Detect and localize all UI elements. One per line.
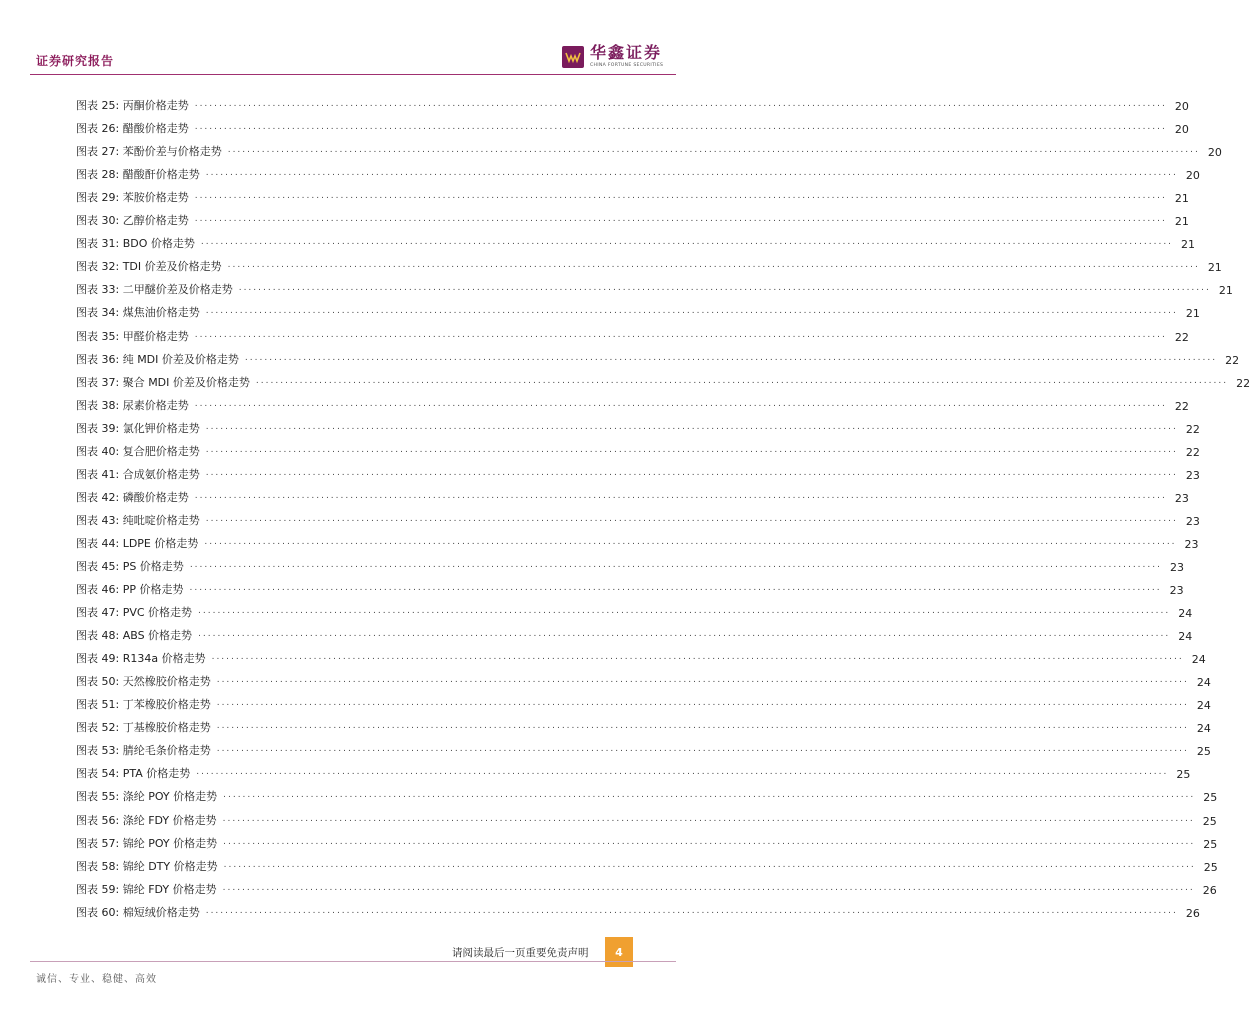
toc-dot-leader: ........................................................................................................................................................................................................ xyxy=(205,421,1178,432)
toc-entry[interactable] xyxy=(76,804,1217,828)
toc-entry[interactable] xyxy=(76,666,1211,690)
toc-entry-label: 图表 46: PP 价格走势 xyxy=(76,583,184,597)
toc-entry-page: 21 xyxy=(1174,192,1189,206)
toc-entry-label: 图表 48: ABS 价格走势 xyxy=(76,629,193,643)
toc-entry-page: 22 xyxy=(1185,445,1200,459)
toc-dot-leader: ........................................................................................................................................................................................................ xyxy=(238,283,1211,294)
logo-name-en: CHINA FORTUNE SECURITIES xyxy=(590,63,664,68)
toc-dot-leader: ........................................................................................................................................................................................................ xyxy=(211,652,1184,663)
toc-entry-label: 图表 37: 聚合 MDI 价差及价格走势 xyxy=(76,375,250,389)
toc-entry[interactable] xyxy=(76,758,1191,782)
toc-entry-label: 图表 28: 醋酸酐价格走势 xyxy=(76,168,200,182)
toc-entry[interactable] xyxy=(76,344,1240,367)
toc-entry-label: 图表 40: 复合肥价格走势 xyxy=(76,444,200,458)
toc-dot-leader: ........................................................................................................................................................................................................ xyxy=(255,375,1229,386)
toc-entry[interactable] xyxy=(76,297,1200,321)
toc-entry[interactable] xyxy=(76,597,1193,621)
toc-entry-label: 图表 39: 氯化钾价格走势 xyxy=(76,421,200,435)
toc-entry[interactable] xyxy=(76,459,1200,482)
toc-dot-leader: ........................................................................................................................................................................................................ xyxy=(198,629,1171,640)
toc-entry-label: 图表 25: 丙酮价格走势 xyxy=(76,99,189,113)
toc-entry-label: 图表 29: 苯胺价格走势 xyxy=(76,191,189,205)
toc-entry-page: 20 xyxy=(1185,169,1200,183)
toc-entry-page: 21 xyxy=(1185,307,1200,321)
toc-entry[interactable] xyxy=(76,205,1189,229)
toc-entry[interactable] xyxy=(76,897,1200,920)
toc-dot-leader: ........................................................................................................................................................................................................ xyxy=(205,905,1178,916)
toc-dot-leader: ........................................................................................................................................................................................................ xyxy=(194,490,1167,501)
toc-dot-leader: ........................................................................................................................................................................................................ xyxy=(194,398,1167,409)
toc-entry[interactable] xyxy=(76,828,1218,851)
toc-entry-page: 24 xyxy=(1178,607,1193,621)
toc-entry-page: 24 xyxy=(1196,676,1211,690)
toc-entry-label: 图表 33: 二甲醚价差及价格走势 xyxy=(76,283,233,297)
toc-entry-label: 图表 49: R134a 价格走势 xyxy=(76,652,206,666)
toc-entry[interactable] xyxy=(76,436,1200,459)
toc-entry-page: 21 xyxy=(1207,261,1222,275)
toc-dot-leader: ........................................................................................................................................................................................................ xyxy=(189,559,1162,570)
toc-entry[interactable] xyxy=(76,251,1222,275)
toc-entry-label: 图表 42: 磷酸价格走势 xyxy=(76,490,189,504)
toc-dot-leader: ........................................................................................................................................................................................................ xyxy=(227,145,1200,156)
toc-dot-leader: ........................................................................................................................................................................................................ xyxy=(194,99,1167,110)
toc-dot-leader: ........................................................................................................................................................................................................ xyxy=(194,214,1167,225)
toc-entry-page: 23 xyxy=(1169,560,1184,574)
toc-dot-leader: ........................................................................................................................................................................................................ xyxy=(222,882,1195,893)
toc-entry-label: 图表 45: PS 价格走势 xyxy=(76,559,184,573)
toc-entry[interactable] xyxy=(76,390,1189,413)
toc-dot-leader: ........................................................................................................................................................................................................ xyxy=(205,467,1178,478)
toc-entry-page: 20 xyxy=(1174,123,1189,137)
toc-dot-leader: ........................................................................................................................................................................................................ xyxy=(194,122,1167,133)
toc-entry-page: 21 xyxy=(1174,215,1189,229)
toc-dot-leader: ........................................................................................................................................................................................................ xyxy=(223,836,1196,847)
table-of-figures xyxy=(76,90,1250,920)
toc-entry[interactable] xyxy=(76,551,1184,574)
toc-entry-page: 21 xyxy=(1218,284,1233,298)
toc-dot-leader: ........................................................................................................................................................................................................ xyxy=(216,744,1189,755)
toc-entry-page: 21 xyxy=(1181,238,1196,252)
toc-entry[interactable] xyxy=(76,367,1250,390)
toc-dot-leader: ........................................................................................................................................................................................................ xyxy=(244,352,1218,363)
toc-entry-label: 图表 57: 锦纶 POY 价格走势 xyxy=(76,836,218,850)
toc-entry-page: 24 xyxy=(1191,653,1206,667)
logo-mark-icon xyxy=(562,46,584,68)
toc-entry[interactable] xyxy=(76,182,1189,206)
toc-entry-page: 22 xyxy=(1225,353,1240,367)
toc-entry-page: 26 xyxy=(1202,883,1217,897)
toc-entry-label: 图表 27: 苯酚价差与价格走势 xyxy=(76,145,222,159)
toc-entry-label: 图表 51: 丁苯橡胶价格走势 xyxy=(76,698,211,712)
toc-dot-leader: ........................................................................................................................................................................................................ xyxy=(194,329,1167,340)
toc-entry-page: 22 xyxy=(1185,422,1200,436)
toc-entry[interactable] xyxy=(76,320,1189,344)
toc-dot-leader: ........................................................................................................................................................................................................ xyxy=(194,191,1167,202)
toc-dot-leader: ........................................................................................................................................................................................................ xyxy=(205,168,1178,179)
toc-entry-page: 22 xyxy=(1236,376,1250,390)
toc-entry-label: 图表 47: PVC 价格走势 xyxy=(76,606,193,620)
toc-entry[interactable] xyxy=(76,159,1200,183)
toc-entry[interactable] xyxy=(76,620,1193,644)
toc-entry-label: 图表 26: 醋酸价格走势 xyxy=(76,122,189,136)
toc-entry-label: 图表 30: 乙醇价格走势 xyxy=(76,214,189,228)
toc-entry-page: 25 xyxy=(1202,814,1217,828)
toc-entry-page: 26 xyxy=(1185,906,1200,920)
company-slogan: 诚信、专业、稳健、高效 xyxy=(36,974,157,985)
toc-entry-label: 图表 56: 涤纶 FDY 价格走势 xyxy=(76,813,217,827)
toc-entry-label: 图表 53: 腈纶毛条价格走势 xyxy=(76,744,211,758)
toc-entry[interactable] xyxy=(76,482,1189,505)
toc-entry-label: 图表 32: TDI 价差及价格走势 xyxy=(76,260,222,274)
toc-entry-label: 图表 34: 煤焦油价格走势 xyxy=(76,306,200,320)
toc-entry[interactable] xyxy=(76,274,1233,298)
toc-entry-label: 图表 38: 尿素价格走势 xyxy=(76,398,189,412)
toc-entry[interactable] xyxy=(76,643,1206,667)
toc-entry-page: 20 xyxy=(1207,146,1222,160)
toc-entry-label: 图表 52: 丁基橡胶价格走势 xyxy=(76,721,211,735)
toc-entry-page: 25 xyxy=(1203,837,1218,851)
toc-dot-leader: ........................................................................................................................................................................................................ xyxy=(204,536,1177,547)
toc-dot-leader: ........................................................................................................................................................................................................ xyxy=(216,698,1189,709)
toc-entry-page: 23 xyxy=(1184,537,1199,551)
toc-entry-page: 24 xyxy=(1196,699,1211,713)
toc-entry-label: 图表 54: PTA 价格走势 xyxy=(76,767,191,781)
toc-entry-page: 23 xyxy=(1185,468,1200,482)
toc-entry[interactable] xyxy=(76,735,1211,759)
toc-entry-label: 图表 60: 棉短绒价格走势 xyxy=(76,905,200,919)
toc-dot-leader: ........................................................................................................................................................................................................ xyxy=(223,859,1196,870)
toc-entry[interactable] xyxy=(76,781,1218,805)
toc-entry-page: 25 xyxy=(1203,791,1218,805)
toc-entry[interactable] xyxy=(76,413,1200,436)
footer-divider xyxy=(30,961,676,962)
toc-dot-leader: ........................................................................................................................................................................................................ xyxy=(216,721,1189,732)
toc-entry-page: 22 xyxy=(1174,330,1189,344)
toc-entry[interactable] xyxy=(76,712,1211,736)
toc-entry[interactable] xyxy=(76,689,1211,713)
toc-entry-label: 图表 44: LDPE 价格走势 xyxy=(76,536,199,550)
header-title: 证券研究报告 xyxy=(36,54,115,68)
toc-dot-leader: ........................................................................................................................................................................................................ xyxy=(205,306,1178,317)
toc-entry-page: 24 xyxy=(1178,630,1193,644)
disclaimer-notice[interactable]: 请阅读最后一页重要免责声明 xyxy=(452,947,589,959)
toc-entry[interactable] xyxy=(76,90,1189,114)
toc-entry-label: 图表 55: 涤纶 POY 价格走势 xyxy=(76,790,218,804)
toc-dot-leader: ........................................................................................................................................................................................................ xyxy=(205,513,1178,524)
toc-entry-page: 23 xyxy=(1169,584,1184,598)
toc-entry-page: 20 xyxy=(1174,100,1189,114)
toc-entry[interactable] xyxy=(76,505,1200,528)
toc-dot-leader: ........................................................................................................................................................................................................ xyxy=(189,583,1162,594)
toc-entry-page: 25 xyxy=(1203,860,1218,874)
toc-dot-leader: ........................................................................................................................................................................................................ xyxy=(200,237,1174,248)
toc-entry-label: 图表 31: BDO 价格走势 xyxy=(76,237,195,251)
toc-dot-leader: ........................................................................................................................................................................................................ xyxy=(216,675,1189,686)
header-divider xyxy=(30,74,676,75)
toc-entry-label: 图表 43: 纯吡啶价格走势 xyxy=(76,513,200,527)
toc-entry[interactable] xyxy=(76,528,1199,551)
toc-entry-page: 23 xyxy=(1174,491,1189,505)
toc-entry[interactable] xyxy=(76,136,1222,160)
toc-entry[interactable] xyxy=(76,874,1217,897)
toc-dot-leader: ........................................................................................................................................................................................................ xyxy=(196,767,1169,778)
toc-dot-leader: ........................................................................................................................................................................................................ xyxy=(227,260,1200,271)
toc-entry[interactable] xyxy=(76,113,1189,137)
page-number-badge: 4 xyxy=(605,937,633,967)
toc-dot-leader: ........................................................................................................................................................................................................ xyxy=(223,790,1196,801)
toc-entry-label: 图表 58: 锦纶 DTY 价格走势 xyxy=(76,859,218,873)
toc-entry-label: 图表 50: 天然橡胶价格走势 xyxy=(76,675,211,689)
toc-dot-leader: ........................................................................................................................................................................................................ xyxy=(205,444,1178,455)
toc-entry-label: 图表 59: 锦纶 FDY 价格走势 xyxy=(76,882,217,896)
toc-entry-page: 22 xyxy=(1174,399,1189,413)
toc-entry-page: 25 xyxy=(1176,768,1191,782)
toc-entry-page: 24 xyxy=(1196,722,1211,736)
toc-entry[interactable] xyxy=(76,574,1184,598)
toc-entry[interactable] xyxy=(76,228,1196,252)
toc-dot-leader: ........................................................................................................................................................................................................ xyxy=(222,813,1195,824)
company-logo xyxy=(562,44,663,69)
toc-entry[interactable] xyxy=(76,851,1218,874)
toc-entry-label: 图表 41: 合成氨价格走势 xyxy=(76,467,200,481)
toc-entry-page: 23 xyxy=(1185,514,1200,528)
toc-entry-label: 图表 36: 纯 MDI 价差及价格走势 xyxy=(76,352,239,366)
logo-name-cn: 华鑫证券 xyxy=(590,43,663,62)
toc-entry-label: 图表 35: 甲醛价格走势 xyxy=(76,329,189,343)
toc-dot-leader: ........................................................................................................................................................................................................ xyxy=(198,606,1171,617)
toc-entry-page: 25 xyxy=(1196,745,1211,759)
